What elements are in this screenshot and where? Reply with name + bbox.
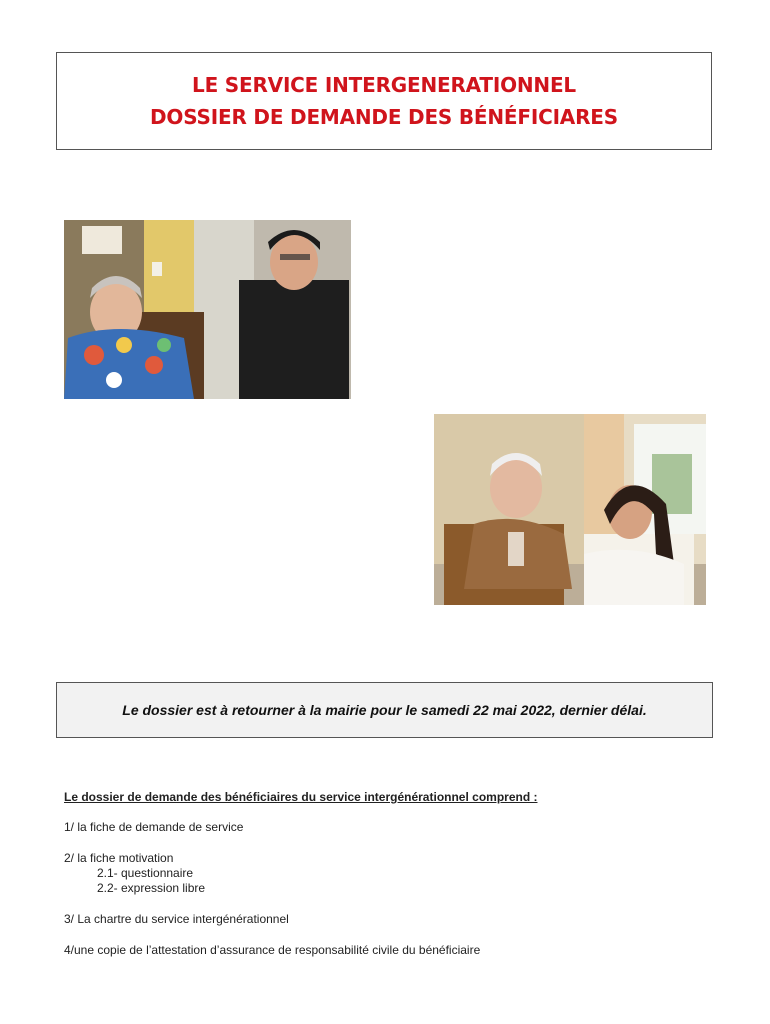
- list-subitem: 2.1- questionnaire: [97, 866, 194, 880]
- list-item: 1/ la fiche de demande de service: [64, 820, 244, 834]
- deadline-notice-box: [56, 682, 713, 738]
- title-line-2: DOSSIER DE DEMANDE DES BÉNÉFICIARES: [150, 105, 618, 129]
- list-item: 2/ la fiche motivation: [64, 851, 174, 865]
- list-item: 3/ La chartre du service intergénérationnel: [64, 912, 289, 926]
- title-line-1: LE SERVICE INTERGENERATIONNEL: [192, 73, 576, 97]
- list-subitem: 2.2- expression libre: [97, 881, 206, 895]
- elderly-woman-young-woman-photo: [434, 414, 706, 605]
- dossier-contents: [64, 790, 704, 958]
- elderly-woman-young-man-photo: [64, 220, 351, 399]
- deadline-notice-text: Le dossier est à retourner à la mairie pour le samedi 22 mai 2022, dernier délai.: [122, 702, 647, 718]
- title-box: [56, 52, 712, 150]
- contents-intro: Le dossier de demande des bénéficiaires du service intergénérationnel comprend :: [64, 790, 538, 804]
- list-item: 4/une copie de l’attestation d’assurance de responsabilité civile du bénéficiaire: [64, 943, 481, 957]
